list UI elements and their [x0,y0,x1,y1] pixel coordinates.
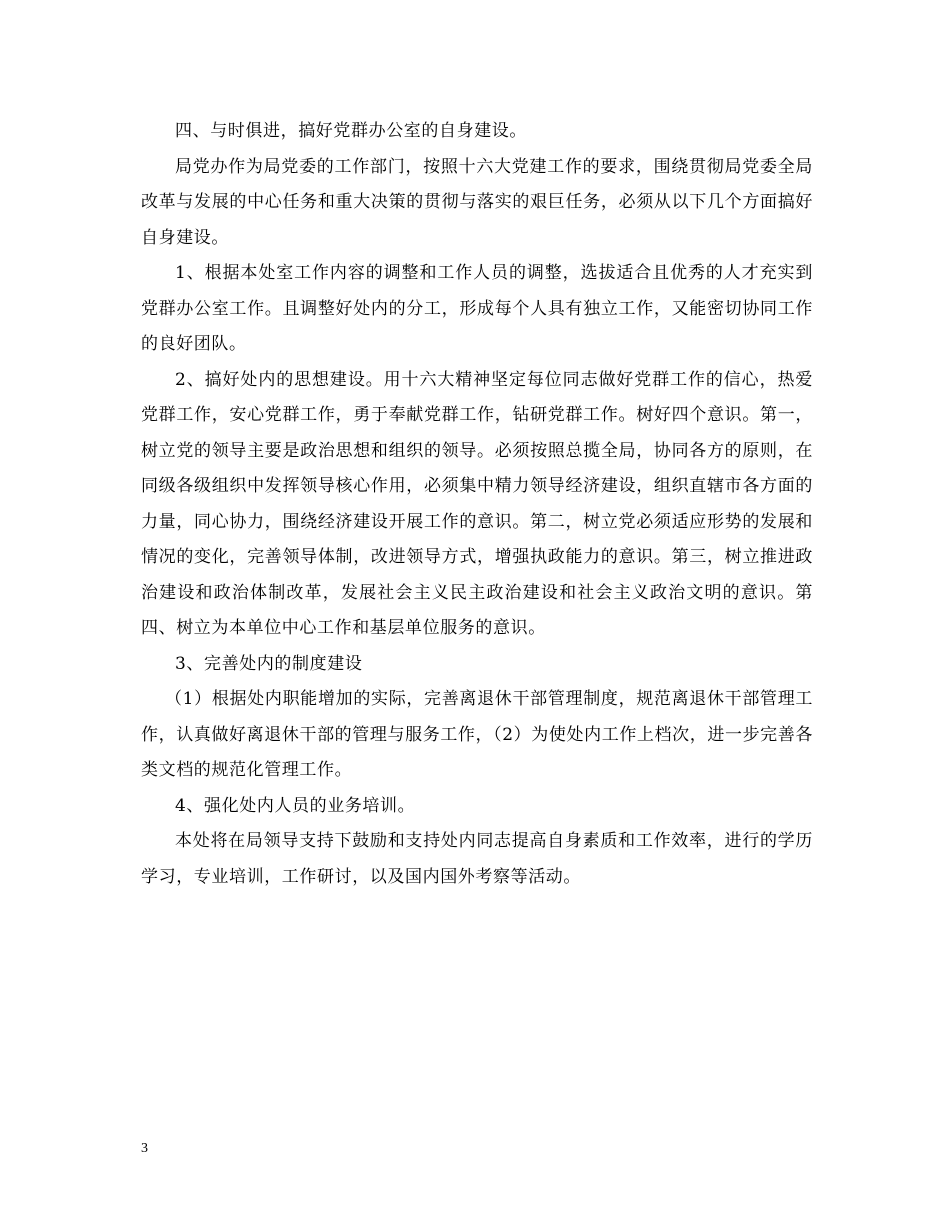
page-number: 3 [141,1141,148,1156]
paragraph-item-3-heading: 3、完善处内的制度建设 [175,653,363,674]
paragraph-item-4-heading: 4、强化处内人员的业务培训。 [175,795,416,816]
paragraph-item-4-body: 本处将在局领导支持下鼓励和支持处内同志提高自身素质和工作效率，进行的学历学习，专业培训，工作研讨，以及国内国外考察等活动。 [141,831,813,887]
document-body [141,114,813,895]
paragraph-item-1: 1、根据本处室工作内容的调整和工作人员的调整，选拔适合且优秀的人才充实到党群办公室工作。且调整好处内的分工，形成每个人具有独立工作，又能密切协同工作的良好团队。 [141,263,813,354]
section-heading: 四、与时俱进，搞好党群办公室的自身建设。 [175,121,527,141]
paragraph-intro: 局党办作为局党委的工作部门，按照十六大党建工作的要求，围绕贯彻局党委全局改革与发展的中心任务和重大决策的贯彻与落实的艰巨任务，必须从以下几个方面搞好自身建设。 [141,156,813,248]
paragraph-item-2: 2、搞好处内的思想建设。用十六大精神坚定每位同志做好党群工作的信心，热爱党群工作，安心党群工作，勇于奉献党群工作，钻研党群工作。树好四个意识。第一，树立党的领导主要是政治思想和组织的领导。必须按照总揽全局，协同各方的原则，在同级各级组织中发挥领导核心作用，必须集中精力领导经济建设，组织直辖市各方面的力量，同心协力，围绕经济建设开展工作的意识。第二，树立党必须适应形势的发展和情况的变化，完善领导体制，改进领导方式，增强执政能力的意识。第三，树立推进政治建设和政治体制改革，发展社会主义民主政治建设和社会主义政治文明的意识。第四、树立为本单位中心工作和基层单位服务的意识。 [141,369,813,638]
paragraph-item-3-body: （1）根据处内职能增加的实际，完善离退休干部管理制度，规范离退休干部管理工作，认真做好离退休干部的管理与服务工作，（2）为使处内工作上档次，进一步完善各类文档的规范化管理工作。 [141,689,813,780]
